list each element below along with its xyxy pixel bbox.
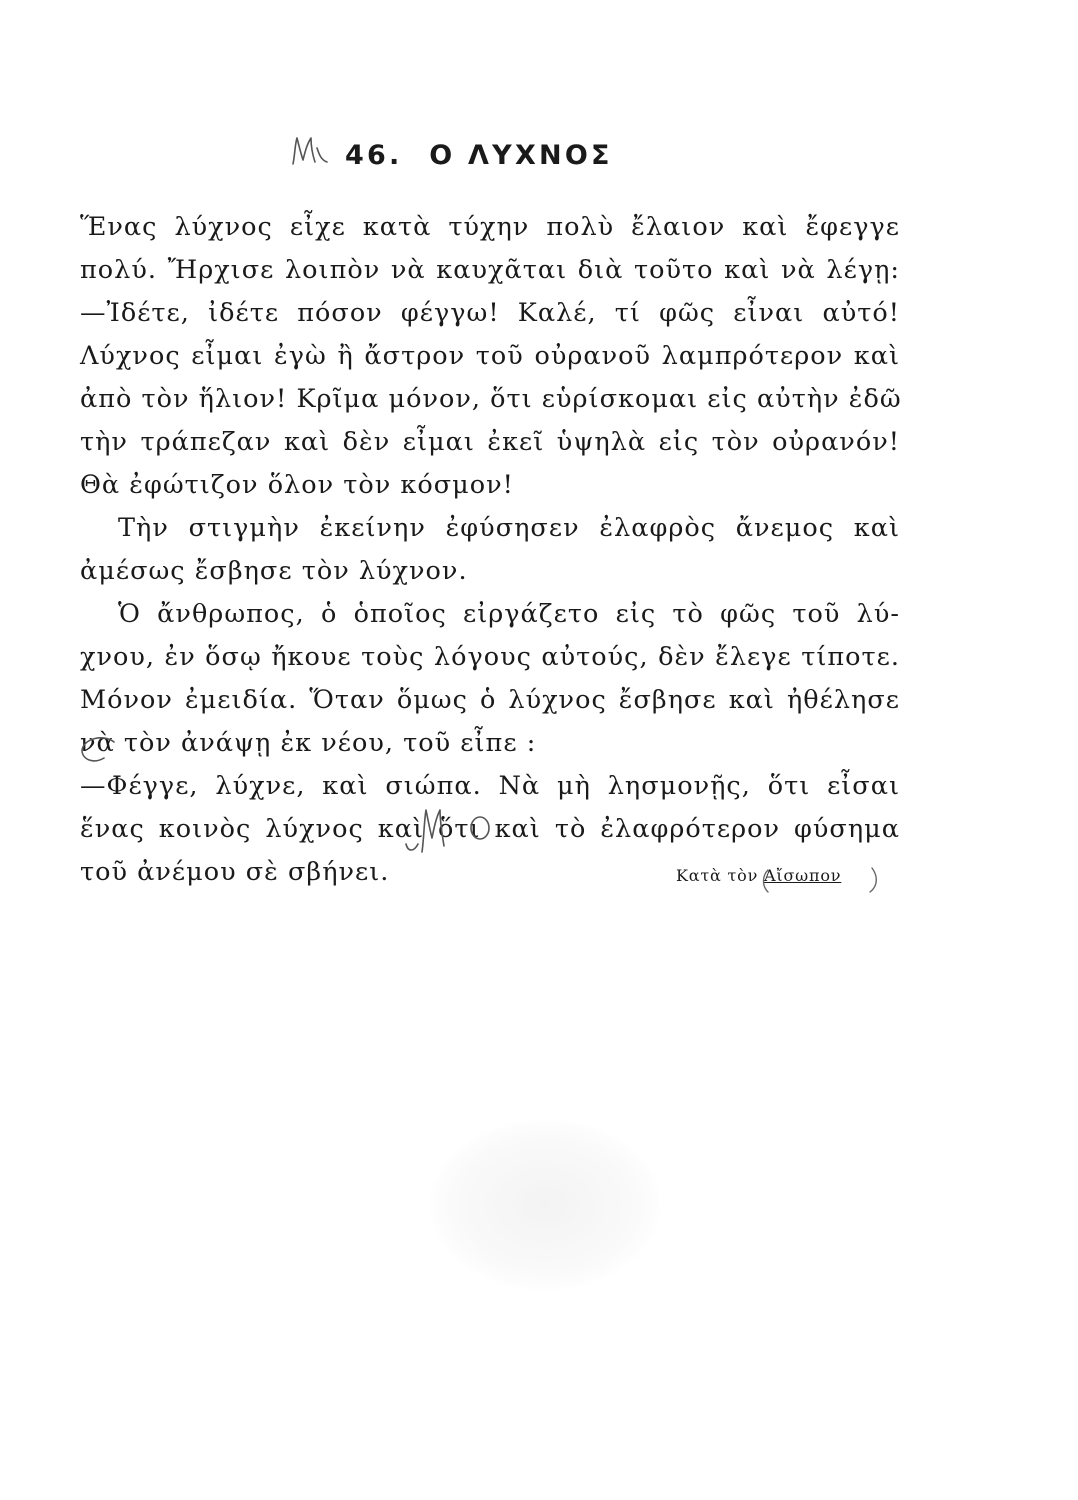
handwritten-m-mark-icon [283,130,333,170]
text-line: ἀπὸ τὸν ἥλιον! Κρῖμα μόνον, ὅτι εὑρίσκομαι εἰς αὐτὴν ἐδῶ [80,384,902,414]
handwritten-bracket-mark-icon [760,866,880,894]
faint-watermark-seal [430,1120,660,1290]
text-line: ἕνας κοινὸς λύχνος καὶ ὅτι καὶ τὸ ἐλαφρότερον φύσημα [80,814,900,844]
text-line: Ὁ ἄνθρωπος, ὁ ὁποῖος εἰργάζετο εἰς τὸ φῶς τοῦ λύ- [118,599,900,629]
handwritten-circle-mark-icon [76,728,120,770]
story-title [345,140,613,171]
source-prefix: Κατὰ τὸν [676,866,759,885]
text-line: —Φέγγε, λύχνε, καὶ σιώπα. Νὰ μὴ λησμονῇς, ὅτι εἶσαι [80,771,900,801]
text-line: Ἕνας λύχνος εἶχε κατὰ τύχην πολὺ ἔλαιον καὶ ἔφεγγε [80,212,900,242]
text-line: Μόνον ἐμειδία. Ὅταν ὅμως ὁ λύχνος ἔσβησε καὶ ἠθέλησε [80,685,900,715]
text-line: χνου, ἐν ὅσῳ ἤκουε τοὺς λόγους αὐτούς, δὲν ἔλεγε τίποτε. [80,642,900,672]
text-line: τοῦ ἀνέμου σὲ σβήνει. [80,857,390,887]
story-title-text: Ο ΛΥΧΝΟΣ [429,140,613,171]
text-line: ἀμέσως ἔσβησε τὸν λύχνον. [80,556,468,586]
text-line: νὰ τὸν ἀνάψῃ ἐκ νέου, τοῦ εἶπε : [80,728,537,758]
source-author: Αἴσωπον [764,866,842,885]
handwritten-mo-mark-icon [400,790,500,860]
text-line: πολύ. Ἤρχισε λοιπὸν νὰ καυχᾶται διὰ τοῦτο καὶ νὰ λέγῃ: [80,255,900,285]
text-line: Τὴν στιγμὴν ἐκείνην ἐφύσησεν ἐλαφρὸς ἄνεμος καὶ [118,513,900,543]
story-number: 46. [345,140,403,171]
text-line: τὴν τράπεζαν καὶ δὲν εἶμαι ἐκεῖ ὑψηλὰ εἰς τὸν οὐρανόν! [80,427,900,457]
text-line: Θὰ ἐφώτιζον ὅλον τὸν κόσμον! [80,470,514,500]
text-line: —Ἰδέτε, ἰδέτε πόσον φέγγω! Καλέ, τί φῶς εἶναι αὐτό! [80,298,900,328]
text-line: Λύχνος εἶμαι ἐγὼ ἢ ἄστρον τοῦ οὐρανοῦ λαμπρότερον καὶ [80,341,900,371]
